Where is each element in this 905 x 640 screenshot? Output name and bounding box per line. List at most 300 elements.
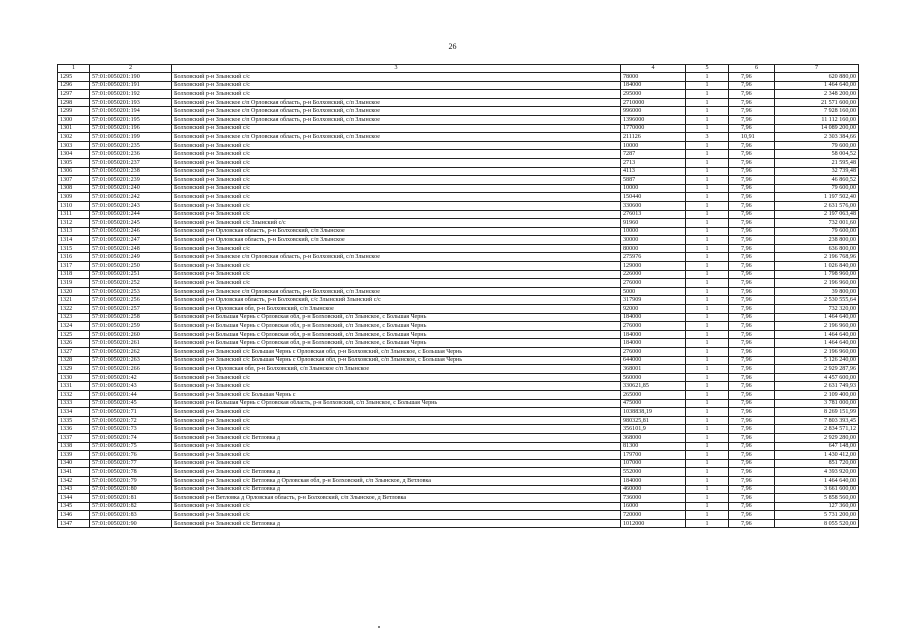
row-number-cell: 1342 [58,476,90,485]
cadastral-number-cell: 57:01:0050201:190 [90,73,172,82]
cadastral-number-cell: 57:01:0050201:236 [90,150,172,159]
row-number-cell: 1320 [58,287,90,296]
value-cell: 5 731 200,00 [775,511,859,520]
table-row [58,356,859,365]
row-number-cell: 1319 [58,279,90,288]
area-cell: 980325,81 [621,416,686,425]
value-cell: 620 880,00 [775,73,859,82]
category-cell: 1 [686,270,729,279]
table-row [58,305,859,314]
cadastral-number-cell: 57:01:0050201:253 [90,287,172,296]
area-cell: 150440 [621,193,686,202]
row-number-cell: 1313 [58,227,90,236]
row-number-cell: 1337 [58,433,90,442]
table-row [58,279,859,288]
area-cell: 5000 [621,287,686,296]
rate-cell: 7,96 [729,519,775,528]
address-cell: Болховский р-н Злынский с/с [172,502,621,511]
area-cell: 330621,85 [621,382,686,391]
rate-cell: 7,96 [729,502,775,511]
rate-cell: 7,96 [729,279,775,288]
address-cell: Болховский р-н Орловская область, р-н Болховский, с/п Злынское [172,227,621,236]
table-row [58,193,859,202]
row-number-cell: 1301 [58,124,90,133]
category-cell: 1 [686,313,729,322]
table-row [58,133,859,142]
cadastral-number-cell: 57:01:0050201:83 [90,511,172,520]
column-header-3: 3 [172,65,621,73]
address-cell: Болховский р-н Злынский с/с [172,193,621,202]
rate-cell: 7,96 [729,81,775,90]
cadastral-number-cell: 57:01:0050201:251 [90,270,172,279]
address-cell: Болховский р-н Злынский с/с [172,141,621,150]
cadastral-number-cell: 57:01:0050201:245 [90,219,172,228]
address-cell: Болховский р-н Злынский с/с [172,150,621,159]
row-number-cell: 1303 [58,141,90,150]
address-cell: Болховский р-н Злынский с/с [172,442,621,451]
address-cell: Болховский р-н Злынское с/п Орловская область, р-н Болховский, с/п Злынское [172,98,621,107]
category-cell: 1 [686,236,729,245]
row-number-cell: 1328 [58,356,90,365]
category-cell: 1 [686,365,729,374]
cadastral-number-cell: 57:01:0050201:242 [90,193,172,202]
cadastral-number-cell: 57:01:0050201:246 [90,227,172,236]
row-number-cell: 1309 [58,193,90,202]
area-cell: 184000 [621,330,686,339]
value-cell: 3 781 000,00 [775,399,859,408]
value-cell: 3 661 600,00 [775,485,859,494]
table-row [58,90,859,99]
category-cell: 1 [686,107,729,116]
category-cell: 1 [686,322,729,331]
rate-cell: 7,96 [729,201,775,210]
table-row [58,219,859,228]
column-header-2: 2 [90,65,172,73]
rate-cell: 7,96 [729,425,775,434]
category-cell: 1 [686,485,729,494]
rate-cell: 7,96 [729,184,775,193]
category-cell: 1 [686,305,729,314]
address-cell: Болховский р-н Злынский с/с Большая Чернь с Орловская обл, р-н Болховский, с/п Злынское, с Большая Чернь [172,348,621,357]
table-row [58,244,859,253]
cadastral-number-cell: 57:01:0050201:261 [90,339,172,348]
address-cell: Болховский р-н Орловская область, р-н Болховский, с/с Злынский Злынский с/с [172,296,621,305]
address-cell: Болховский р-н Злынское с/п Орловская область, р-н Болховский, с/п Злынское [172,287,621,296]
value-cell: 8 269 151,99 [775,408,859,417]
row-number-cell: 1332 [58,390,90,399]
value-cell: 238 800,00 [775,236,859,245]
cadastral-number-cell: 57:01:0050201:192 [90,90,172,99]
value-cell: 2 196 960,00 [775,279,859,288]
table-row [58,468,859,477]
value-cell: 732 001,60 [775,219,859,228]
cadastral-number-cell: 57:01:0050201:260 [90,330,172,339]
table-row [58,150,859,159]
table-row [58,511,859,520]
rate-cell: 7,96 [729,98,775,107]
area-cell: 129000 [621,262,686,271]
area-cell: 184000 [621,339,686,348]
column-header-1: 1 [58,65,90,73]
area-cell: 81300 [621,442,686,451]
address-cell: Болховский р-н Злынский с/с [172,279,621,288]
value-cell: 79 600,00 [775,227,859,236]
address-cell: Болховский р-н Злынский с/с Ветловка д [172,519,621,528]
row-number-cell: 1322 [58,305,90,314]
rate-cell: 7,96 [729,227,775,236]
value-cell: 1 464 640,00 [775,339,859,348]
area-cell: 5887 [621,176,686,185]
value-cell: 4 457 600,00 [775,373,859,382]
address-cell: Болховский р-н Злынский с/с Ветловка д [172,485,621,494]
table-row [58,442,859,451]
table-row [58,322,859,331]
table-row [58,98,859,107]
category-cell: 1 [686,442,729,451]
rate-cell: 7,96 [729,296,775,305]
table-row [58,210,859,219]
cadastral-number-cell: 57:01:0050201:266 [90,365,172,374]
area-cell: 276013 [621,210,686,219]
area-cell: 2713 [621,158,686,167]
value-cell: 2 631 749,93 [775,382,859,391]
table-row [58,330,859,339]
row-number-cell: 1334 [58,408,90,417]
value-cell: 2 109 400,00 [775,390,859,399]
category-cell: 1 [686,330,729,339]
row-number-cell: 1335 [58,416,90,425]
table-row [58,348,859,357]
address-cell: Болховский р-н Злынский с/с [172,373,621,382]
rate-cell: 7,96 [729,322,775,331]
row-number-cell: 1308 [58,184,90,193]
cadastral-number-cell: 57:01:0050201:191 [90,81,172,90]
value-cell: 1 464 640,00 [775,330,859,339]
row-number-cell: 1296 [58,81,90,90]
address-cell: Болховский р-н Злынский с/с Большая Чернь с Орловская обл, р-н Болховский, с/п Злынское, с Большая Чернь [172,356,621,365]
category-cell: 1 [686,382,729,391]
value-cell: 39 800,00 [775,287,859,296]
table-body [58,73,859,528]
table-row [58,176,859,185]
value-cell: 7 928 160,00 [775,107,859,116]
area-cell: 1038838,19 [621,408,686,417]
rate-cell: 7,96 [729,433,775,442]
category-cell: 1 [686,158,729,167]
area-cell: 30000 [621,236,686,245]
cadastral-number-cell: 57:01:0050201:243 [90,201,172,210]
rate-cell: 7,96 [729,90,775,99]
category-cell: 1 [686,244,729,253]
area-cell: 276000 [621,348,686,357]
category-cell: 1 [686,227,729,236]
category-cell: 1 [686,476,729,485]
area-cell: 356101,9 [621,425,686,434]
category-cell: 1 [686,90,729,99]
address-cell: Болховский р-н Злынское с/п Орловская область, р-н Болховский, с/п Злынское [172,107,621,116]
area-cell: 1012000 [621,519,686,528]
area-cell: 4113 [621,167,686,176]
category-cell: 1 [686,81,729,90]
address-cell: Болховский р-н Орловская область, р-н Болховский, с/п Злынское [172,236,621,245]
cadastral-number-cell: 57:01:0050201:250 [90,262,172,271]
rate-cell: 10,91 [729,133,775,142]
address-cell: Болховский р-н Злынский с/с [172,124,621,133]
row-number-cell: 1312 [58,219,90,228]
category-cell: 1 [686,141,729,150]
area-cell: 560000 [621,373,686,382]
category-cell: 1 [686,356,729,365]
value-cell: 5 858 560,00 [775,494,859,503]
row-number-cell: 1317 [58,262,90,271]
rate-cell: 7,96 [729,107,775,116]
rate-cell: 7,96 [729,158,775,167]
table-row [58,365,859,374]
cadastral-number-cell: 57:01:0050201:258 [90,313,172,322]
rate-cell: 7,96 [729,390,775,399]
category-cell: 1 [686,468,729,477]
value-cell: 14 089 200,00 [775,124,859,133]
area-cell: 295000 [621,90,686,99]
value-cell: 58 004,52 [775,150,859,159]
rate-cell: 7,96 [729,408,775,417]
table-row [58,236,859,245]
value-cell: 2 929 287,96 [775,365,859,374]
address-cell: Болховский р-н Злынский с/с [172,459,621,468]
cadastral-number-cell: 57:01:0050201:248 [90,244,172,253]
category-cell: 1 [686,210,729,219]
category-cell: 1 [686,373,729,382]
address-cell: Болховский р-н Злынский с/с Ветловка д [172,433,621,442]
category-cell: 1 [686,519,729,528]
rate-cell: 7,96 [729,365,775,374]
area-cell: 211126 [621,133,686,142]
rate-cell: 7,96 [729,476,775,485]
row-number-cell: 1340 [58,459,90,468]
row-number-cell: 1306 [58,167,90,176]
address-cell: Болховский р-н Злынское с/п Орловская область, р-н Болховский, с/п Злынское [172,115,621,124]
value-cell: 1 464 640,00 [775,81,859,90]
table-row [58,107,859,116]
cadastral-number-cell: 57:01:0050201:247 [90,236,172,245]
area-cell: 179700 [621,451,686,460]
address-cell: Болховский р-н Злынский с/с Большая Чернь с [172,390,621,399]
rate-cell: 7,96 [729,416,775,425]
category-cell: 1 [686,167,729,176]
cadastral-number-cell: 57:01:0050201:262 [90,348,172,357]
row-number-cell: 1324 [58,322,90,331]
rate-cell: 7,96 [729,373,775,382]
address-cell: Болховский р-н Злынский с/с [172,382,621,391]
table-row [58,313,859,322]
table-row [58,494,859,503]
cadastral-number-cell: 57:01:0050201:43 [90,382,172,391]
rate-cell: 7,96 [729,511,775,520]
table-row [58,201,859,210]
rate-cell: 7,96 [729,451,775,460]
value-cell: 2 303 384,66 [775,133,859,142]
cadastral-number-cell: 57:01:0050201:239 [90,176,172,185]
table-row [58,416,859,425]
address-cell: Болховский р-н Злынский с/с [172,184,621,193]
cadastral-number-cell: 57:01:0050201:244 [90,210,172,219]
cadastral-number-cell: 57:01:0050201:199 [90,133,172,142]
category-cell: 1 [686,459,729,468]
address-cell: Болховский р-н Злынский с/с [172,176,621,185]
column-header-5: 5 [686,65,729,73]
cadastral-number-cell: 57:01:0050201:90 [90,519,172,528]
cadastral-number-cell: 57:01:0050201:73 [90,425,172,434]
row-number-cell: 1295 [58,73,90,82]
table-row [58,287,859,296]
table-row [58,73,859,82]
address-cell: Болховский р-н Большая Чернь с Орловская обл, р-н Болховский, с/п Злынское, с Большая Чернь [172,322,621,331]
row-number-cell: 1315 [58,244,90,253]
cadastral-number-cell: 57:01:0050201:81 [90,494,172,503]
row-number-cell: 1329 [58,365,90,374]
cadastral-number-cell: 57:01:0050201:74 [90,433,172,442]
column-header-6: 6 [729,65,775,73]
cadastral-number-cell: 57:01:0050201:42 [90,373,172,382]
category-cell: 1 [686,201,729,210]
category-cell: 3 [686,133,729,142]
rate-cell: 7,96 [729,115,775,124]
area-cell: 644000 [621,356,686,365]
rate-cell: 7,96 [729,253,775,262]
rate-cell: 7,96 [729,287,775,296]
value-cell: 7 803 393,45 [775,416,859,425]
cadastral-number-cell: 57:01:0050201:237 [90,158,172,167]
category-cell: 1 [686,339,729,348]
table-row [58,270,859,279]
area-cell: 460000 [621,485,686,494]
row-number-cell: 1297 [58,90,90,99]
area-cell: 475000 [621,399,686,408]
row-number-cell: 1325 [58,330,90,339]
category-cell: 1 [686,494,729,503]
area-cell: 226000 [621,270,686,279]
rate-cell: 7,96 [729,270,775,279]
value-cell: 851 720,00 [775,459,859,468]
value-cell: 1 026 840,00 [775,262,859,271]
value-cell: 5 126 240,00 [775,356,859,365]
cadastral-number-cell: 57:01:0050201:194 [90,107,172,116]
area-cell: 91960 [621,219,686,228]
rate-cell: 7,96 [729,176,775,185]
address-cell: Болховский р-н Злынский с/с [172,90,621,99]
table-header [58,65,859,73]
value-cell: 2 834 571,12 [775,425,859,434]
table-row [58,485,859,494]
rate-cell: 7,96 [729,262,775,271]
table-row [58,124,859,133]
area-cell: 78000 [621,73,686,82]
rate-cell: 7,96 [729,348,775,357]
category-cell: 1 [686,219,729,228]
row-number-cell: 1310 [58,201,90,210]
row-number-cell: 1321 [58,296,90,305]
row-number-cell: 1304 [58,150,90,159]
row-number-cell: 1311 [58,210,90,219]
value-cell: 46 860,52 [775,176,859,185]
address-cell: Болховский р-н Злынский с/с Злынский с/с [172,219,621,228]
table-row [58,382,859,391]
area-cell: 80000 [621,244,686,253]
row-number-cell: 1323 [58,313,90,322]
value-cell: 21 571 600,00 [775,98,859,107]
cadastral-number-cell: 57:01:0050201:79 [90,476,172,485]
value-cell: 79 600,00 [775,184,859,193]
table-row [58,296,859,305]
value-cell: 1 464 640,00 [775,476,859,485]
address-cell: Болховский р-н Злынский с/с Ветловка д [172,468,621,477]
table-row [58,519,859,528]
row-number-cell: 1299 [58,107,90,116]
cadastral-number-cell: 57:01:0050201:44 [90,390,172,399]
row-number-cell: 1300 [58,115,90,124]
table-row [58,227,859,236]
area-cell: 184000 [621,476,686,485]
address-cell: Болховский р-н Злынский с/с [172,201,621,210]
cadastral-number-cell: 57:01:0050201:256 [90,296,172,305]
row-number-cell: 1347 [58,519,90,528]
table-row [58,408,859,417]
row-number-cell: 1345 [58,502,90,511]
area-cell: 107000 [621,459,686,468]
table-row [58,399,859,408]
area-cell: 720000 [621,511,686,520]
value-cell: 1 464 640,00 [775,313,859,322]
address-cell: Болховский р-н Злынский с/с [172,158,621,167]
row-number-cell: 1316 [58,253,90,262]
value-cell: 79 600,00 [775,141,859,150]
area-cell: 184000 [621,313,686,322]
area-cell: 276000 [621,279,686,288]
rate-cell: 7,96 [729,399,775,408]
category-cell: 1 [686,193,729,202]
cadastral-number-cell: 57:01:0050201:196 [90,124,172,133]
rate-cell: 7,96 [729,356,775,365]
category-cell: 1 [686,253,729,262]
table-row [58,339,859,348]
table-row [58,167,859,176]
row-number-cell: 1331 [58,382,90,391]
row-number-cell: 1339 [58,451,90,460]
rate-cell: 7,96 [729,313,775,322]
cadastral-number-cell: 57:01:0050201:80 [90,485,172,494]
area-cell: 10000 [621,141,686,150]
table-row [58,81,859,90]
value-cell: 1 197 502,40 [775,193,859,202]
row-number-cell: 1333 [58,399,90,408]
table-row [58,433,859,442]
cadastral-number-cell: 57:01:0050201:263 [90,356,172,365]
rate-cell: 7,96 [729,305,775,314]
area-cell: 275976 [621,253,686,262]
area-cell: 276000 [621,322,686,331]
row-number-cell: 1318 [58,270,90,279]
rate-cell: 7,96 [729,219,775,228]
rate-cell: 7,96 [729,468,775,477]
value-cell: 2 196 960,00 [775,348,859,357]
address-cell: Болховский р-н Большая Чернь с Орловская обл, р-н Болховский, с/п Злынское, с Большая Чернь [172,313,621,322]
cadastral-number-cell: 57:01:0050201:259 [90,322,172,331]
address-cell: Болховский р-н Злынский с/с [172,451,621,460]
cadastral-number-cell: 57:01:0050201:193 [90,98,172,107]
address-cell: Болховский р-н Злынский с/с [172,244,621,253]
value-cell: 2 196 768,96 [775,253,859,262]
row-number-cell: 1326 [58,339,90,348]
